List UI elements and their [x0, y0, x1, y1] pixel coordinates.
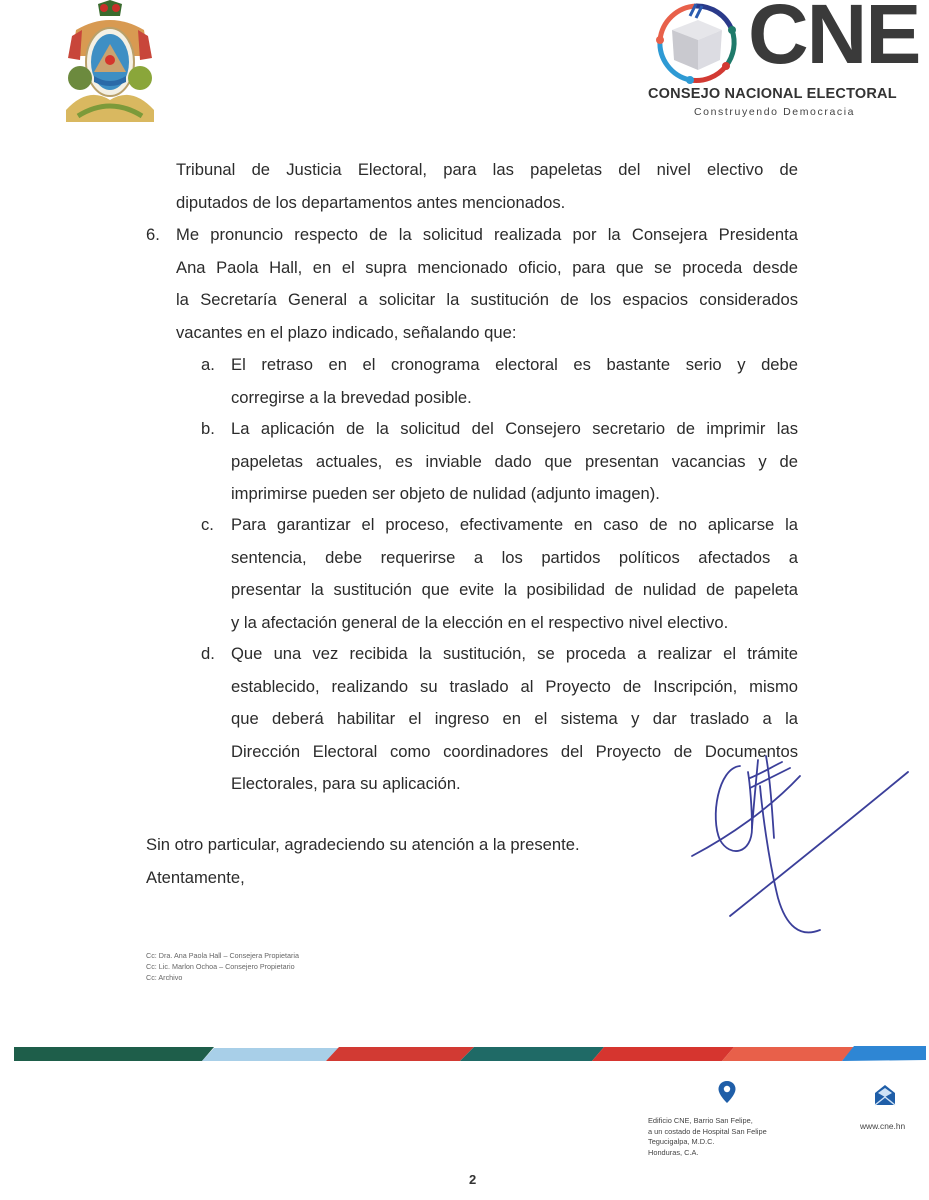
- stripe-segment: [460, 1047, 604, 1061]
- text-line: Tribunal de Justicia Electoral, para las papeletas del nivel electivo de: [176, 160, 798, 179]
- cc-line: Cc: Archivo: [146, 973, 183, 982]
- item-number: 6.: [146, 225, 160, 244]
- coat-of-arms-icon: [58, 0, 162, 124]
- text-line: Para garantizar el proceso, efectivamente en caso de no aplicarse la: [231, 515, 798, 534]
- text-line: Que una vez recibida la sustitución, se proceda a realizar el trámite: [231, 644, 798, 663]
- cc-line: Cc: Dra. Ana Paola Hall – Consejera Propietaria: [146, 951, 300, 960]
- page-number: 2: [469, 1172, 477, 1187]
- signature-icon: [690, 748, 915, 943]
- subitem-letter: b.: [201, 419, 215, 438]
- stripe-segment: [14, 1047, 214, 1061]
- text-line: La aplicación de la solicitud del Consejero secretario de imprimir las: [231, 419, 798, 438]
- subitem-letter: a.: [201, 355, 215, 374]
- stripe-segment: [202, 1048, 339, 1061]
- subitem-letter: c.: [201, 515, 214, 534]
- subitem-b: [231, 413, 798, 511]
- text-line: El retraso en el cronograma electoral es bastante serio y debe: [231, 355, 798, 374]
- closing-line: Sin otro particular, agradeciendo su atención a la presente.: [146, 835, 580, 854]
- text-line: establecido, realizando su traslado al Proyecto de Inscripción, mismo: [231, 676, 798, 696]
- text-line: presentar la sustitución que evite la posibilidad de nulidad de papeleta: [231, 580, 798, 599]
- address-line: Honduras, C.A.: [648, 1147, 699, 1157]
- closing-line: Atentamente,: [146, 867, 245, 887]
- text-line: Electorales, para su aplicación.: [231, 774, 461, 793]
- stripe-segment: [722, 1047, 854, 1061]
- subitem-letter: d.: [201, 644, 215, 663]
- address-line: Tegucigalpa, M.D.C.: [648, 1137, 715, 1146]
- item-6-paragraph: [176, 219, 798, 349]
- subitem-a: [231, 349, 798, 414]
- text-line: imprimirse pueden ser objeto de nulidad (adjunto imagen).: [231, 484, 660, 503]
- address-block: [648, 1116, 767, 1158]
- intro-paragraph: [176, 154, 798, 219]
- address-line: a un costado de Hospital San Felipe: [648, 1126, 767, 1136]
- text-line: Dirección Electoral como coordinadores del Proyecto de Documentos: [231, 741, 798, 761]
- text-line: Me pronuncio respecto de la solicitud realizada por la Consejera Presidenta: [176, 225, 798, 244]
- text-line: la Secretaría General a solicitar la sustitución de los espacios considerados: [176, 290, 798, 309]
- cne-full-name: CONSEJO NACIONAL ELECTORAL: [648, 86, 897, 102]
- text-line: diputados de los departamentos antes mencionados.: [176, 192, 566, 212]
- stripe-segment: [842, 1046, 926, 1061]
- cc-list: [146, 950, 299, 983]
- cc-line: Cc: Lic. Marlon Ochoa – Consejero Propietario: [146, 962, 295, 971]
- text-line: y la afectación general de la elección en el respectivo nivel electivo.: [231, 612, 729, 632]
- ballot-box-icon: [646, 0, 746, 84]
- text-line: sentencia, debe requerirse a los partidos políticos afectados a: [231, 547, 798, 567]
- text-line: vacantes en el plazo indicado, señalando que:: [176, 322, 517, 342]
- text-line: que deberá habilitar el ingreso en el sistema y dar traslado a la: [231, 709, 798, 728]
- subitem-c: [231, 509, 798, 639]
- address-line: Edificio CNE, Barrio San Felipe,: [648, 1116, 753, 1125]
- map-pin-icon: [717, 1080, 737, 1104]
- text-line: corregirse a la brevedad posible.: [231, 387, 472, 407]
- coat-of-arms-logo: [58, 0, 162, 124]
- stripe-segment: [592, 1047, 734, 1061]
- envelope-icon: [873, 1084, 897, 1106]
- footer-color-stripe: [14, 1046, 926, 1062]
- closing-block: [146, 829, 580, 894]
- text-line: Ana Paola Hall, en el supra mencionado oficio, para que se proceda desde: [176, 257, 798, 277]
- cne-wordmark: CNE: [748, 0, 920, 81]
- cne-slogan: Construyendo Democracia: [694, 106, 856, 118]
- website-link[interactable]: www.cne.hn: [860, 1121, 906, 1131]
- cne-logo: [644, 0, 929, 125]
- stripe-segment: [326, 1047, 474, 1061]
- text-line: papeletas actuales, es inviable dado que presentan vacancias y de: [231, 451, 798, 471]
